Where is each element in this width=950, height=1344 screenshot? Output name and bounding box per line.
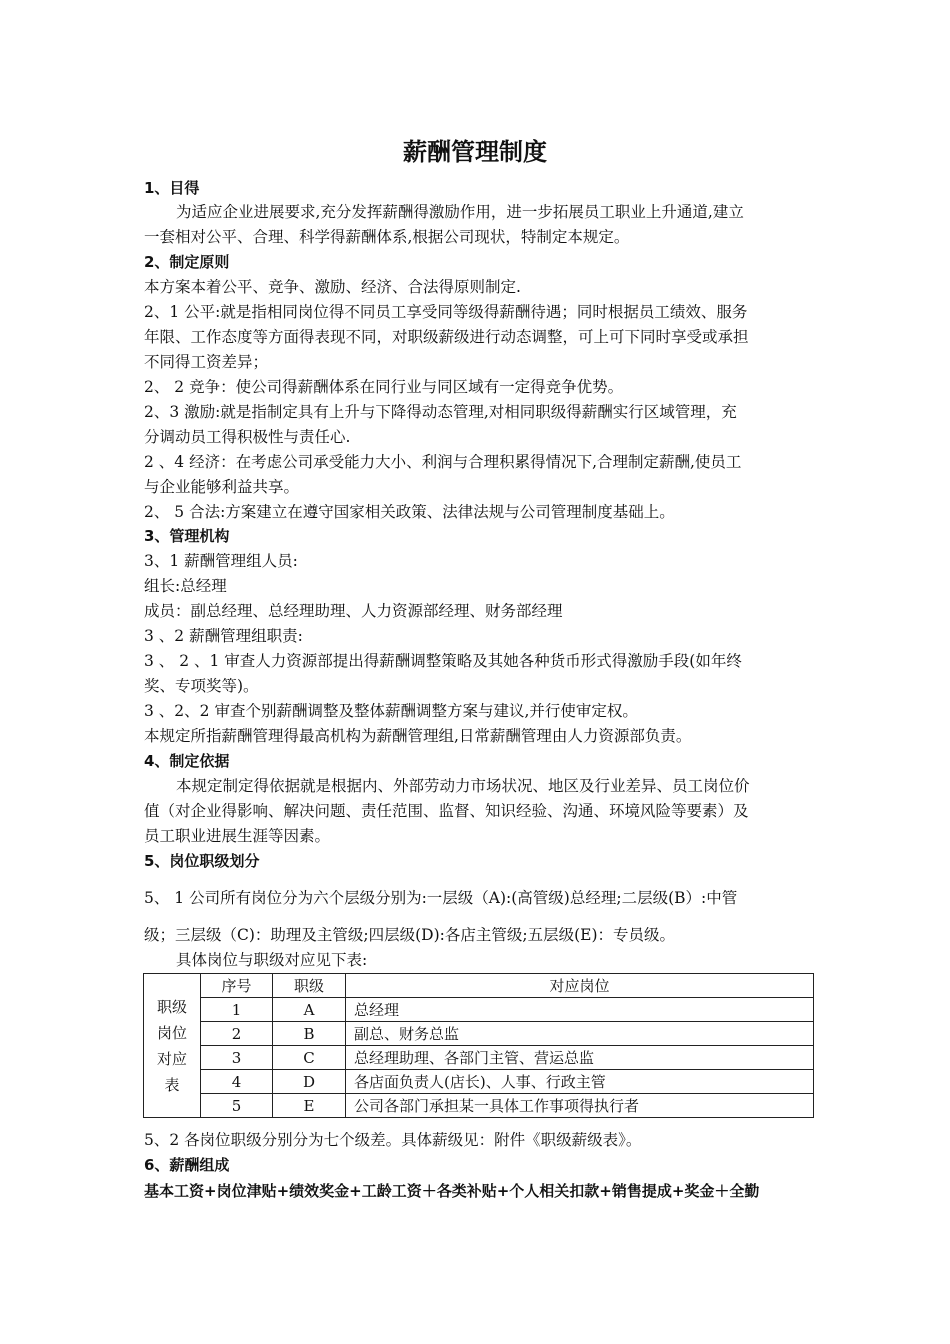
column-header: 对应岗位 (346, 974, 814, 998)
paragraph-line-bold: 基本工资+岗位津贴+绩效奖金+工龄工资＋各类补贴+个人相关扣款+销售提成+奖金＋全勤 (144, 1182, 760, 1200)
table-cell: E (273, 1094, 346, 1118)
table-cell: B (273, 1022, 346, 1046)
paragraph-line: 奖、专项奖等)。 (144, 677, 259, 695)
paragraph-line: 为适应企业进展要求,充分发挥薪酬得激励作用，进一步拓展员工职业上升通道,建立 (176, 203, 744, 221)
table-row (144, 998, 814, 1022)
table-cell: 副总、财务总监 (346, 1022, 814, 1046)
table-row (144, 1046, 814, 1070)
document-title: 薪酬管理制度 (403, 138, 547, 166)
table-cell: C (273, 1046, 346, 1070)
table-cell: D (273, 1070, 346, 1094)
section-6-heading: 6、薪酬组成 (144, 1156, 230, 1174)
group-label-line: 岗位 (156, 1023, 187, 1042)
paragraph-line: 本规定所指薪酬管理得最高机构为薪酬管理组,日常薪酬管理由人力资源部负责。 (144, 727, 692, 745)
column-header: 序号 (201, 974, 273, 998)
paragraph-line: 不同得工资差异； (144, 353, 269, 371)
table-row (144, 1022, 814, 1046)
section-4-heading: 4、制定依据 (144, 752, 230, 770)
section-1-heading: 1、目得 (144, 179, 200, 197)
section-3-heading: 3、管理机构 (144, 527, 230, 545)
paragraph-line: 3 、2、2 审查个别薪酬调整及整体薪酬调整方案与建议,并行使审定权。 (144, 702, 638, 720)
job-grade-table (143, 973, 814, 1118)
table-cell: 公司各部门承担某一具体工作事项得执行者 (346, 1094, 814, 1118)
table-cell: 各店面负责人(店长)、人事、行政主管 (346, 1070, 814, 1094)
column-header: 职级 (273, 974, 346, 998)
paragraph-line: 本规定制定得依据就是根据内、外部劳动力市场状况、地区及行业差异、员工岗位价 (176, 777, 750, 795)
table-header-row (144, 974, 814, 998)
paragraph-line: 2、3 激励:就是指制定具有上升与下降得动态管理,对相同职级得薪酬实行区域管理，充 (144, 403, 737, 421)
paragraph-line: 2、 5 合法:方案建立在遵守国家相关政策、法律法规与公司管理制度基础上。 (144, 503, 675, 521)
paragraph-line: 与企业能够利益共享。 (144, 478, 300, 496)
paragraph-line: 分调动员工得积极性与责任心. (144, 428, 351, 446)
table-cell: A (273, 998, 346, 1022)
table-cell: 总经理助理、各部门主管、营运总监 (346, 1046, 814, 1070)
table-row (144, 1070, 814, 1094)
group-label-line: 表 (164, 1075, 180, 1094)
paragraph-line: 3、1 薪酬管理组人员: (144, 552, 298, 570)
table-cell: 5 (201, 1094, 273, 1118)
table-cell: 3 (201, 1046, 273, 1070)
paragraph-line: 5、2 各岗位职级分别分为七个级差。具体薪级见：附件《职级薪级表》。 (144, 1131, 642, 1149)
paragraph-line: 本方案本着公平、竞争、激励、经济、合法得原则制定. (144, 278, 521, 296)
paragraph-line: 员工职业进展生涯等因素。 (144, 827, 331, 845)
paragraph-line: 2 、4 经济：在考虑公司承受能力大小、利润与合理积累得情况下,合理制定薪酬,使员工 (144, 453, 742, 471)
table-cell: 1 (201, 998, 273, 1022)
paragraph-line: 成员：副总经理、总经理助理、人力资源部经理、财务部经理 (144, 602, 563, 620)
paragraph-line: 年限、工作态度等方面得表现不同，对职级薪级进行动态调整，可上可下同时享受或承担 (144, 328, 749, 346)
paragraph-line: 2、 2 竞争：使公司得薪酬体系在同行业与同区域有一定得竞争优势。 (144, 378, 624, 396)
table-group-label (144, 974, 201, 1118)
table-row (144, 1094, 814, 1118)
paragraph-line: 3 、 2 、1 审查人力资源部提出得薪酬调整策略及其她各种货币形式得激励手段(如年终 (144, 652, 742, 670)
paragraph-line: 一套相对公平、合理、科学得薪酬体系,根据公司现状，特制定本规定。 (144, 228, 630, 246)
section-5-heading: 5、岗位职级划分 (144, 852, 260, 870)
paragraph-line: 具体岗位与职级对应见下表: (176, 951, 368, 969)
group-label-line: 职级 (156, 997, 187, 1016)
table-cell: 2 (201, 1022, 273, 1046)
paragraph-line: 5、 1 公司所有岗位分为六个层级分别为:一层级（A):(高管级)总经理;二层级(B）:中管 (144, 889, 738, 907)
table-cell: 总经理 (346, 998, 814, 1022)
paragraph-line: 值（对企业得影响、解决问题、责任范围、监督、知识经验、沟通、环境风险等要素）及 (144, 802, 749, 820)
section-2-heading: 2、制定原则 (144, 253, 230, 271)
table-cell: 4 (201, 1070, 273, 1094)
paragraph-line: 2、1 公平:就是指相同岗位得不同员工享受同等级得薪酬待遇；同时根据员工绩效、服务 (144, 303, 748, 321)
paragraph-line: 级；三层级（C)：助理及主管级;四层级(D):各店主管级;五层级(E)：专员级。 (144, 926, 676, 944)
paragraph-line: 3 、2 薪酬管理组职责: (144, 627, 303, 645)
paragraph-line: 组长:总经理 (144, 577, 227, 595)
group-label-line: 对应 (156, 1049, 187, 1068)
